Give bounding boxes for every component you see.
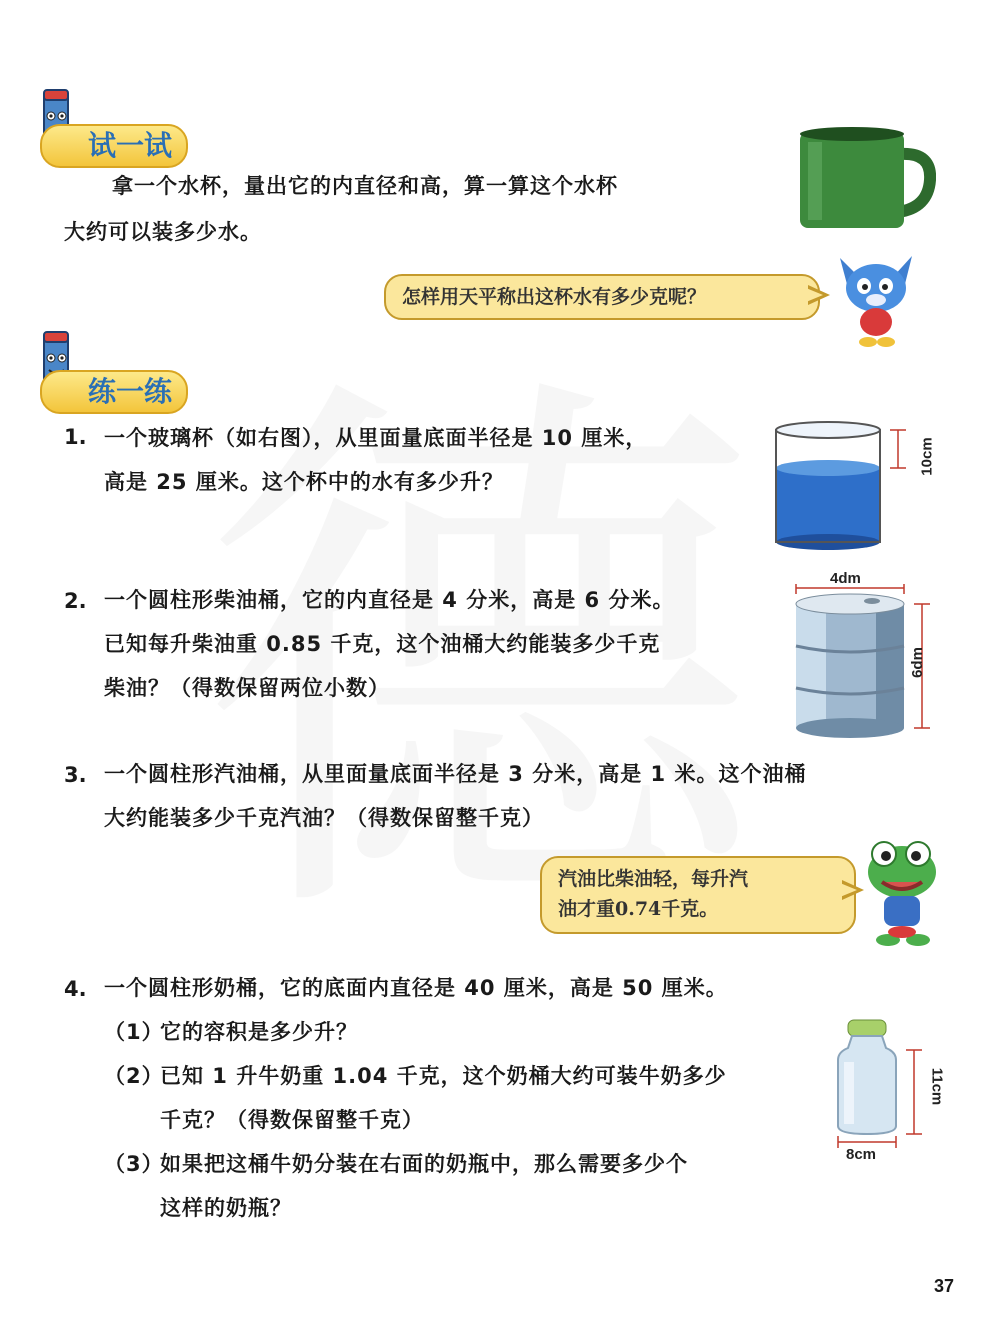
sub-question-number: （2） xyxy=(104,1064,164,1088)
glass-height-label: 10cm xyxy=(918,437,936,476)
bottle-diameter-label: 8cm xyxy=(846,1146,877,1163)
frog-mascot-icon xyxy=(860,836,944,950)
problem-number: 2. xyxy=(64,589,87,613)
problem-number: 4. xyxy=(64,977,87,1001)
sub-question-2-line-1: 已知 1 升牛奶重 1.04 千克，这个奶桶大约可装牛奶多少 xyxy=(160,1064,727,1088)
mug-illustration xyxy=(796,126,936,232)
section-label-try: 试一试 xyxy=(40,124,188,168)
problem-1-line-1: 一个玻璃杯（如右图），从里面量底面半径是 10 厘米， xyxy=(104,426,648,450)
problem-2-line-3: 柴油？（得数保留两位小数） xyxy=(104,676,390,700)
problem-2-line-1: 一个圆柱形柴油桶，它的内直径是 4 分米，高是 6 分米。 xyxy=(104,588,675,612)
bottle-height-label: 11cm xyxy=(928,1067,946,1106)
problem-2-line-2: 已知每升柴油重 0.85 千克，这个油桶大约能装多少千克 xyxy=(104,632,661,656)
frog-speech-bubble xyxy=(540,856,856,934)
try-text-line-1: 拿一个水杯，量出它的内直径和高，算一算这个水杯 xyxy=(112,174,618,198)
sub-question-3-line-1: 如果把这桶牛奶分装在右面的奶瓶中，那么需要多少个 xyxy=(160,1152,688,1176)
barrel-height-label: 6dm xyxy=(908,647,926,678)
problem-number: 1. xyxy=(64,425,87,449)
problem-3-line-2: 大约能装多少千克汽油？（得数保留整千克） xyxy=(104,806,544,830)
sub-question-number: （3） xyxy=(104,1152,164,1176)
section-label-practice: 练一练 xyxy=(40,370,188,414)
frog-bubble-line-1: 汽油比柴油轻，每升汽 xyxy=(558,868,749,890)
sub-question-1-line-1: 它的容积是多少升？ xyxy=(160,1020,358,1044)
sub-question-3-line-2: 这样的奶瓶？ xyxy=(160,1196,292,1220)
try-text-line-2: 大约可以装多少水。 xyxy=(64,220,262,244)
problem-1-line-2: 高是 25 厘米。这个杯中的水有多少升？ xyxy=(104,470,504,494)
problem-number: 3. xyxy=(64,763,87,787)
mouse-speech-bubble: 怎样用天平称出这杯水有多少克呢？ xyxy=(384,274,820,320)
mouse-bubble-tail xyxy=(808,285,830,305)
barrel-diameter-label: 4dm xyxy=(830,570,861,587)
sub-question-number: （1） xyxy=(104,1020,164,1044)
sub-question-2-line-2: 千克？（得数保留整千克） xyxy=(160,1108,424,1132)
problem-3-line-1: 一个圆柱形汽油桶，从里面量底面半径是 3 分米，高是 1 米。这个油桶 xyxy=(104,762,807,786)
mouse-mascot-icon xyxy=(834,248,918,348)
problem-4-line-1: 一个圆柱形奶桶，它的底面内直径是 40 厘米，高是 50 厘米。 xyxy=(104,976,728,1000)
page-number: 37 xyxy=(934,1276,955,1296)
frog-bubble-line-2: 油才重0.74千克。 xyxy=(558,898,719,920)
